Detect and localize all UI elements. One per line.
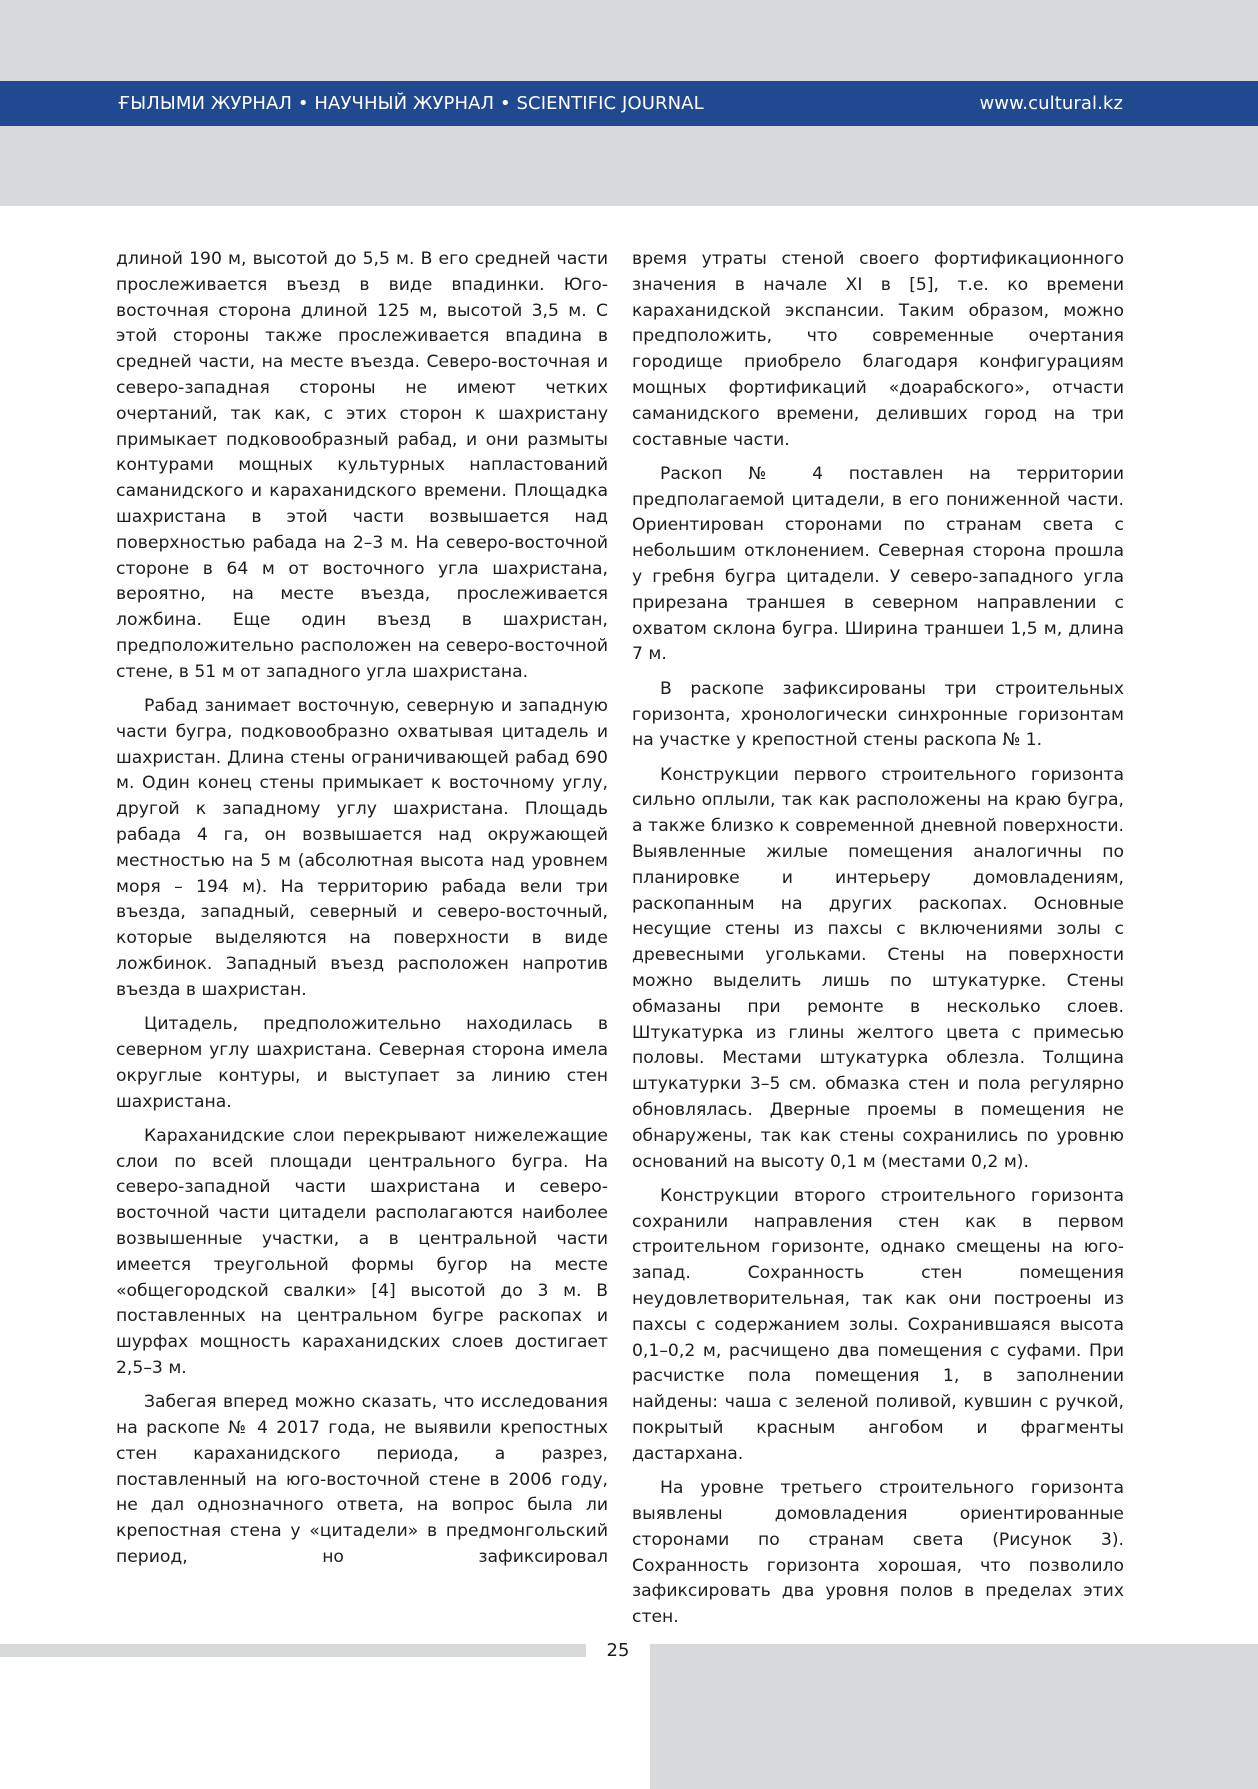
right-column — [632, 247, 1124, 1639]
paragraph: Конструкции первого строительного горизонта сильно оплыли, так как расположены на краю бугра, а также близко к современной дневной поверхности. Выявленные жилые помещения аналогичны по планировке и интерьеру домовладениям, раскопанным на других раскопах. Основные несущие стены из пахсы с включениями золы с древесными угольками. Стены на поверхности можно выделить лишь по штукатурке. Стены обмазаны при ремонте в несколько слоев. Штукатурка из глины желтого цвета с примесью половы. Местами штукатурка облезла. Толщина штукатурки 3–5 см. обмазка стен и пола регулярно обновлялась. Дверные проемы в помещения не обнаружены, так как стены сохранились по уровню оснований на высоту 0,1 м (местами 0,2 м). — [632, 764, 1124, 1172]
paragraph: Раскоп № 4 поставлен на территории предполагаемой цитадели, в его пониженной части. Ориентирован сторонами по странам света с небольшим отклонением. Северная сторона прошла у гребня бугра цитадели. У северо-западного угла прирезана траншея в северном направлении с охватом склона бугра. Ширина траншеи 1,5 м, длина 7 м. — [632, 463, 1124, 665]
paragraph: Цитадель, предположительно находилась в северном углу шахристана. Северная сторона имела округлые контуры, и выступает за линию стен шахристана. — [116, 1014, 608, 1112]
paragraph: На уровне третьего строительного горизонта выявлены домовладения ориентированные сторонами по странам света (Рисунок 3). Сохранность горизонта хорошая, что позволило зафиксировать два уровня полов в пределах этих стен. — [632, 1478, 1124, 1628]
left-column — [116, 247, 608, 1639]
footer-left-bar — [0, 1644, 586, 1657]
paragraph: Караханидские слои перекрывают нижележащие слои по всей площади центрального бугра. На северо-западной части шахристана и северо-восточной части цитадели располагаются наиболее возвышенные участки, а в центральной части имеется треугольной формы бугор на месте «общегородской свалки» [4] высотой до 3 м. В поставленных на центральном бугре раскопах и шурфах мощность караханидских слоев достигает 2,5–3 м. — [116, 1125, 608, 1378]
paragraph: Рабад занимает восточную, северную и западную части бугра, подковообразно охватывая цитадель и шахристан. Длина стены ограничивающей рабад 690 м. Один конец стены примыкает к восточному углу, другой к западному углу шахристана. Площадь рабада 4 га, он возвышается над окружающей местностью на 5 м (абсолютная высота над уровнем моря – 194 м). На территорию рабада вели три въезда, западный, северный и северо-восточный, которые выделяются на поверхности в виде ложбинок. Западный въезд расположен напротив въезда в шахристан. — [116, 696, 608, 1000]
paragraph: время утраты стеной своего фортификационного значения в начале XI в [5], т.е. ко времени караханидской экспансии. Таким образом, можно предположить, что современные очертания городище приобрело благодаря конфигурациям мощных фортификаций «доарабского», отчасти саманидского времени, деливших город на три составные части. — [632, 249, 1124, 450]
journal-header — [0, 81, 1258, 126]
paragraph: Забегая вперед можно сказать, что исследования на раскопе № 4 2017 года, не выявили крепостных стен караханидского периода, а разрез, поставленный на юго-восточной стене в 2006 году, не дал однозначного ответа, на вопрос была ли крепостная стена у «цитадели» в предмонгольский период, но зафиксировал — [116, 1392, 608, 1568]
paragraph: длиной 190 м, высотой до 5,5 м. В его средней части прослеживается въезд в виде впадинки. Юго-восточная сторона длиной 125 м, высотой 3,5 м. С этой стороны также прослеживается впадина в средней части, на месте въезда. Северо-восточная и северо-западная стороны не имеют четких очертаний, так как, с этих сторон к шахристану примыкает подковообразный рабад, и они размыты контурами мощных культурных напластований саманидского и караханидского времени. Площадка шахристана в этой части возвышается над поверхностью рабада на 2–3 м. На северо-восточной стороне в 64 м от восточного угла шахристана, вероятно, на месте въезда, прослеживается ложбина. Еще один въезд в шахристан, предположительно расположен на северо-восточной стене, в 51 м от западного угла шахристана. — [116, 249, 608, 682]
article-body — [116, 247, 1124, 1639]
site-url: www.cultural.kz — [979, 93, 1123, 114]
journal-name: ҒЫЛЫМИ ЖУРНАЛ • НАУЧНЫЙ ЖУРНАЛ • SCIENTIFIC JOURNAL — [118, 93, 704, 114]
footer-right-block — [650, 1644, 1258, 1789]
page-number: 25 — [606, 1640, 630, 1661]
paragraph: Конструкции второго строительного горизонта сохранили направления стен как в первом строительном горизонте, однако смещены на юго-запад. Сохранность стен помещения неудовлетворительная, так как они построены из пахсы с содержанием золы. Сохранившаяся высота 0,1–0,2 м, расчищено два помещения с суфами. При расчистке пола помещения 1, в заполнении найдены: чаша с зеленой поливой, кувшин с ручкой, покрытый красным ангобом и фрагменты дастархана. — [632, 1185, 1124, 1464]
paragraph: В раскопе зафиксированы три строительных горизонта, хронологически синхронные горизонтам на участке у крепостной стены раскопа № 1. — [632, 678, 1124, 751]
